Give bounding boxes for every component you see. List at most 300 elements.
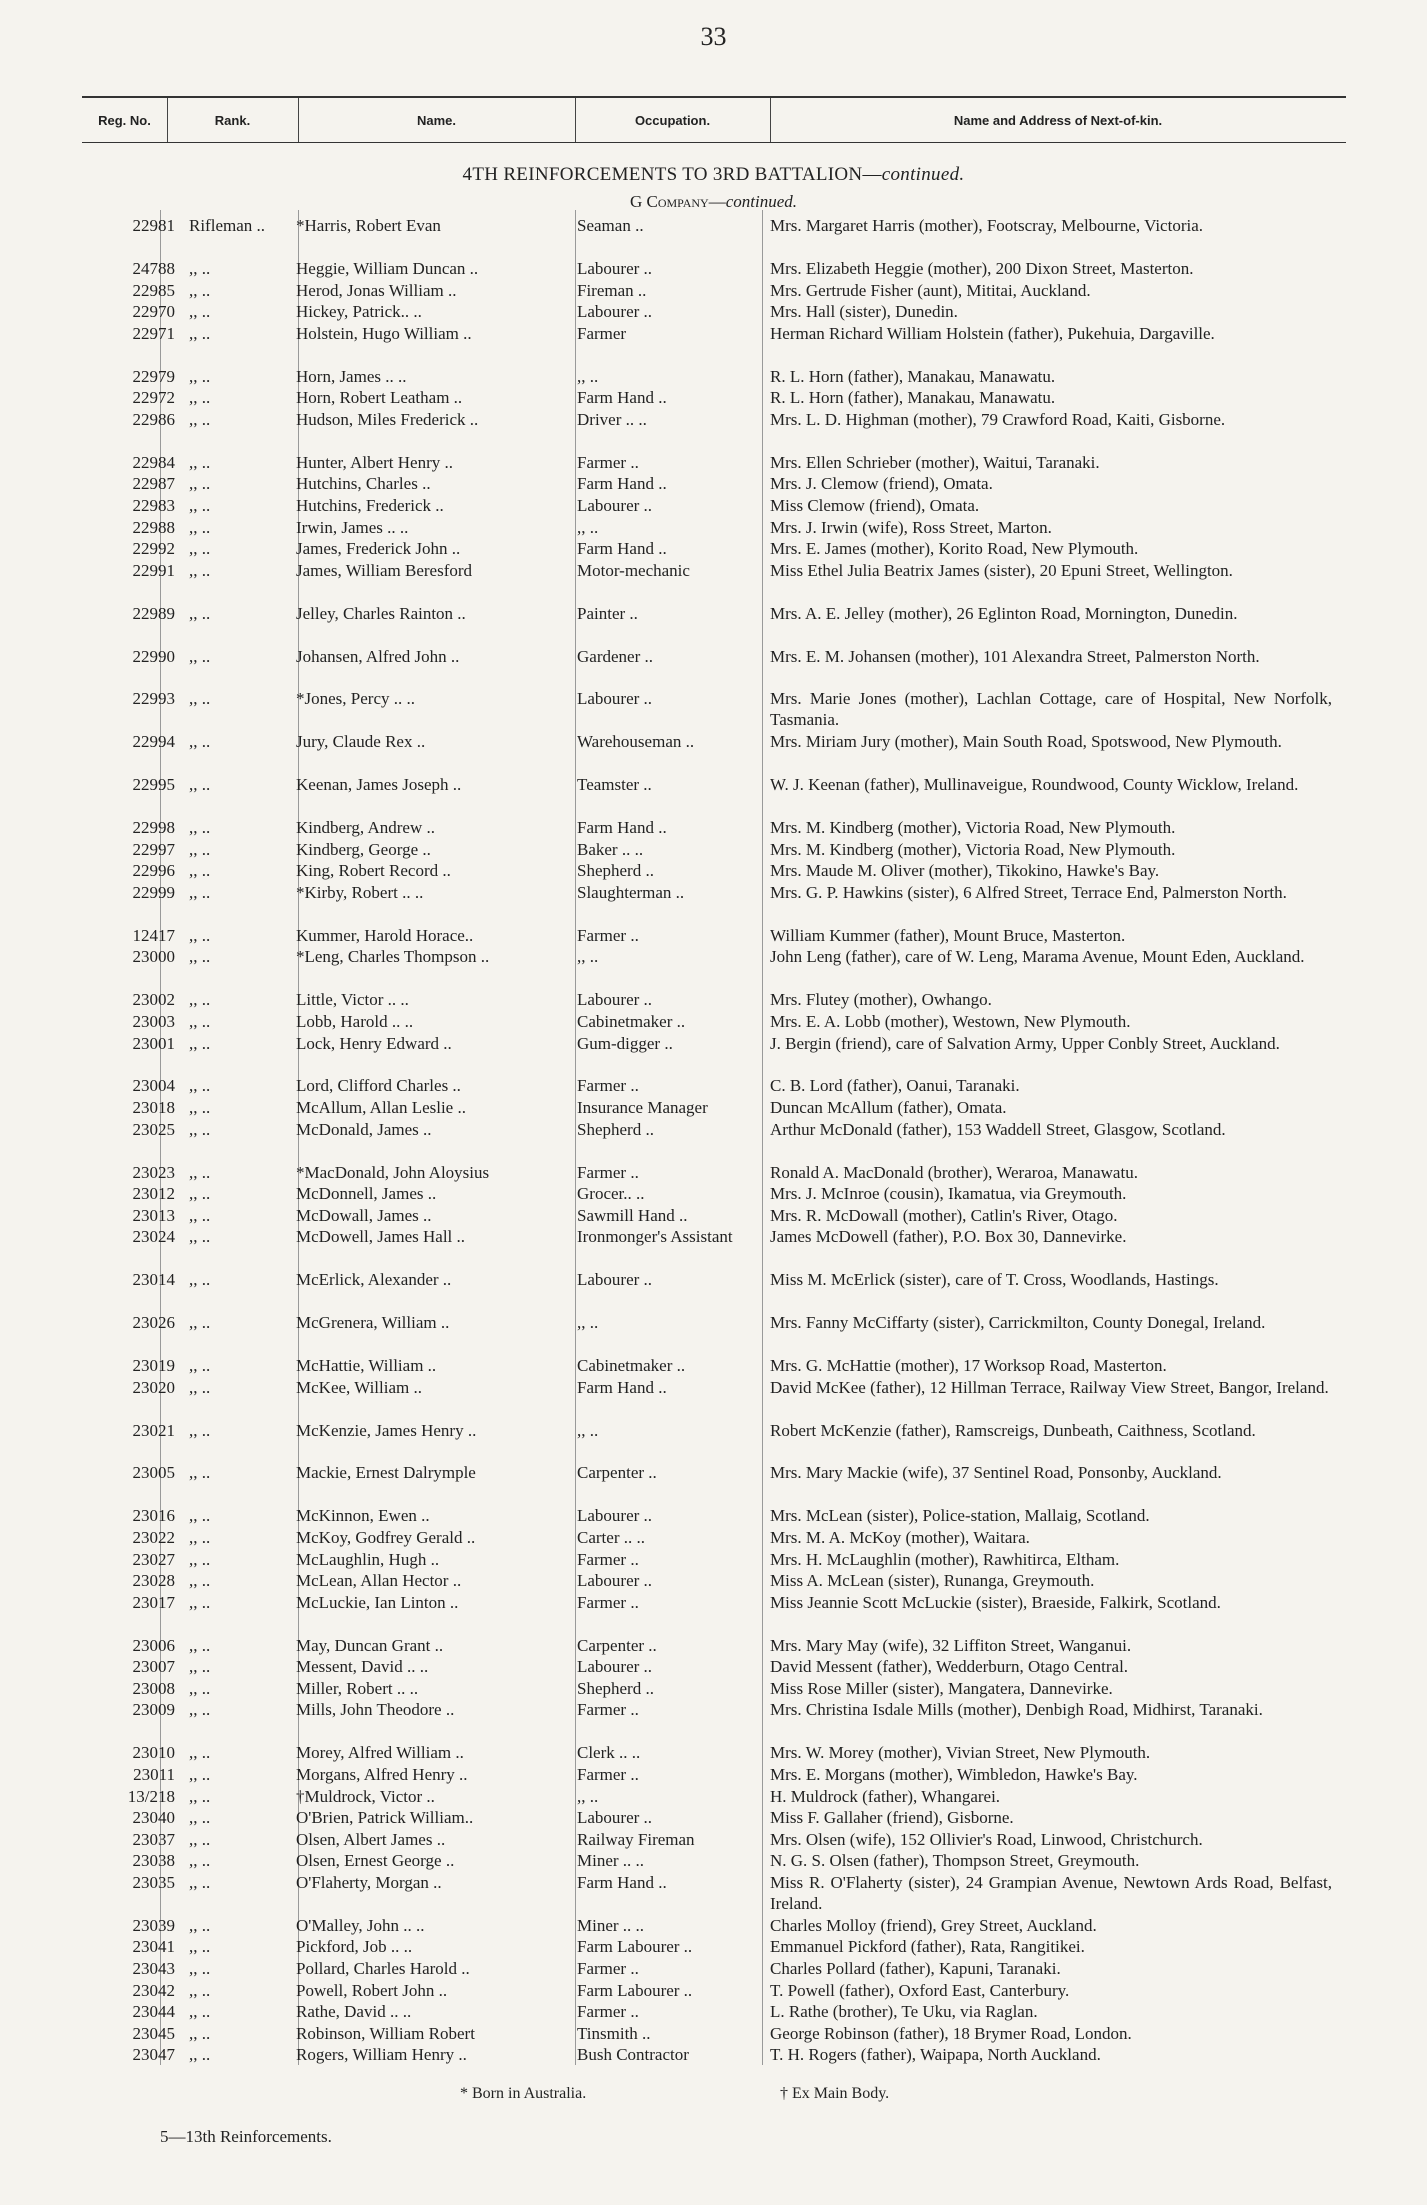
name-cell: King, Robert Record ..	[296, 861, 451, 881]
rank-cell: ,, ..	[189, 1786, 211, 1806]
rank-cell: ,, ..	[189, 1571, 211, 1591]
name-cell: Lock, Henry Edward ..	[296, 1033, 452, 1053]
rank-cell: ,, ..	[189, 1657, 211, 1677]
footnote-born-australia: * Born in Australia.	[460, 2085, 587, 2102]
reg-no-cell: 23037	[132, 1829, 175, 1849]
rank-cell: ,, ..	[189, 1420, 211, 1440]
occupation-cell: Tinsmith ..	[577, 2023, 651, 2043]
occupation-cell: Painter ..	[577, 603, 638, 623]
occupation-cell: Labourer ..	[577, 1270, 653, 1290]
page-number: 33	[700, 22, 727, 51]
next-of-kin-cell: Mrs. M. A. McKoy (mother), Waitara.	[770, 1527, 1030, 1547]
next-of-kin-cell: Ronald A. MacDonald (brother), Weraroa, Manawatu.	[770, 1162, 1138, 1182]
reg-no-cell: 22983	[132, 495, 175, 515]
next-of-kin-cell: Mrs. Gertrude Fisher (aunt), Mititai, Auckland.	[770, 280, 1091, 300]
rank-cell: ,, ..	[189, 1033, 211, 1053]
reg-no-cell: 24788	[132, 258, 175, 278]
next-of-kin-cell: Mrs. E. Morgans (mother), Wimbledon, Hawke's Bay.	[770, 1764, 1138, 1784]
rank-cell: ,, ..	[189, 1937, 211, 1957]
rank-cell: Rifleman ..	[189, 216, 266, 235]
occupation-cell: Motor-mechanic	[577, 560, 690, 580]
rank-cell: ,, ..	[189, 258, 211, 278]
name-cell: McKenzie, James Henry ..	[296, 1420, 477, 1440]
next-of-kin-cell: Mrs. M. Kindberg (mother), Victoria Road, New Plymouth.	[770, 839, 1176, 859]
occupation-cell: Farmer ..	[577, 1700, 639, 1720]
rank-cell: ,, ..	[189, 302, 211, 322]
reg-no-cell: 23010	[132, 1743, 175, 1763]
name-cell: Rogers, William Henry ..	[296, 2045, 467, 2065]
rank-cell: ,, ..	[189, 818, 211, 838]
reg-no-cell: 23023	[132, 1162, 175, 1182]
reg-no-cell: 23017	[132, 1592, 175, 1612]
next-of-kin-cell: Charles Molloy (friend), Grey Street, Auckland.	[770, 1915, 1097, 1935]
rank-cell: ,, ..	[189, 474, 211, 494]
name-cell: †Muldrock, Victor ..	[296, 1786, 435, 1806]
next-of-kin-cell: Mrs. J. Clemow (friend), Omata.	[770, 474, 993, 494]
name-cell: Kindberg, George ..	[296, 839, 431, 859]
reg-no-cell: 22999	[132, 882, 175, 902]
rank-cell: ,, ..	[189, 366, 211, 386]
reg-no-cell: 23009	[132, 1700, 175, 1720]
name-cell: McLuckie, Ian Linton ..	[296, 1592, 459, 1612]
name-cell: McGrenera, William ..	[296, 1313, 450, 1333]
name-cell: Hunter, Albert Henry ..	[296, 452, 454, 472]
section-title-text: 4TH REINFORCEMENTS TO 3RD BATTALION—	[462, 164, 882, 185]
next-of-kin-cell: R. L. Horn (father), Manakau, Manawatu.	[770, 388, 1056, 408]
rank-cell: ,, ..	[189, 1808, 211, 1828]
rank-cell: ,, ..	[189, 1527, 211, 1547]
name-cell: Hickey, Patrick.. ..	[296, 302, 422, 322]
rank-cell: ,, ..	[189, 1011, 211, 1031]
occupation-cell: Cabinetmaker ..	[577, 1011, 686, 1031]
occupation-cell: Fireman ..	[577, 280, 647, 300]
reg-no-cell: 23035	[132, 1872, 175, 1892]
name-cell: McLaughlin, Hugh ..	[296, 1549, 440, 1569]
occupation-cell: Labourer ..	[577, 495, 653, 515]
next-of-kin-cell: Mrs. Miriam Jury (mother), Main South Road, Spotswood, New Plymouth.	[770, 732, 1282, 752]
reg-no-cell: 22997	[132, 839, 175, 859]
occupation-cell: Shepherd ..	[577, 861, 654, 881]
rank-cell: ,, ..	[189, 1635, 211, 1655]
next-of-kin-cell: Mrs. McLean (sister), Police-station, Mallaig, Scotland.	[770, 1506, 1150, 1526]
subsection-title-continued: continued.	[725, 192, 798, 211]
occupation-cell: Labourer ..	[577, 302, 653, 322]
name-cell: Rathe, David .. ..	[296, 2002, 412, 2022]
occupation-cell: Grocer.. ..	[577, 1184, 645, 1204]
reg-no-cell: 23019	[132, 1356, 175, 1375]
next-of-kin-cell: Arthur McDonald (father), 153 Waddell Street, Glasgow, Scotland.	[770, 1119, 1226, 1139]
next-of-kin-cell: Mrs. Mary Mackie (wife), 37 Sentinel Road, Ponsonby, Auckland.	[770, 1463, 1222, 1483]
occupation-cell: Farm Labourer ..	[577, 1980, 693, 2000]
reg-no-cell: 22989	[132, 603, 175, 623]
occupation-cell: Labourer ..	[577, 1657, 653, 1677]
occupation-cell: Railway Fireman	[577, 1829, 695, 1849]
next-of-kin-cell: W. J. Keenan (father), Mullinaveigue, Roundwood, County Wicklow, Ireland.	[770, 775, 1299, 795]
next-of-kin-cell: Mrs. W. Morey (mother), Vivian Street, New Plymouth.	[770, 1743, 1151, 1763]
rank-cell: ,, ..	[189, 1549, 211, 1569]
rank-cell: ,, ..	[189, 1119, 211, 1139]
occupation-cell: Labourer ..	[577, 1506, 653, 1526]
reg-no-cell: 13/218	[127, 1786, 175, 1806]
next-of-kin-cell: Herman Richard William Holstein (father), Pukehuia, Dargaville.	[770, 323, 1215, 343]
next-of-kin-cell: Mrs. R. McDowall (mother), Catlin's River, Otago.	[770, 1205, 1118, 1225]
section-title	[0, 164, 1427, 186]
next-of-kin-cell: Mrs. Olsen (wife), 152 Ollivier's Road, Linwood, Christchurch.	[770, 1829, 1203, 1849]
name-cell: Pollard, Charles Harold ..	[296, 1959, 470, 1978]
occupation-cell: Gardener ..	[577, 646, 653, 666]
name-cell: Johansen, Alfred John ..	[296, 646, 460, 666]
name-cell: Mills, John Theodore ..	[296, 1700, 455, 1720]
rank-cell: ,, ..	[189, 1463, 211, 1483]
occupation-cell: Cabinetmaker ..	[577, 1356, 686, 1375]
reg-no-cell: 23005	[132, 1463, 175, 1483]
occupation-cell: Slaughterman ..	[577, 882, 685, 902]
reg-no-cell: 23027	[132, 1549, 175, 1569]
column-header-name: Name.	[416, 113, 457, 128]
rank-cell: ,, ..	[189, 1872, 211, 1892]
reg-no-cell: 23006	[132, 1635, 175, 1655]
next-of-kin-cell: R. L. Horn (father), Manakau, Manawatu.	[770, 366, 1056, 386]
name-cell: Hudson, Miles Frederick ..	[296, 409, 479, 429]
rank-cell: ,, ..	[189, 388, 211, 408]
next-of-kin-cell: James McDowell (father), P.O. Box 30, Dannevirke.	[770, 1227, 1127, 1247]
next-of-kin-cell: Mrs. G. McHattie (mother), 17 Worksop Road, Masterton.	[770, 1356, 1167, 1375]
next-of-kin-cell: Mrs. Hall (sister), Dunedin.	[770, 302, 958, 322]
next-of-kin-cell: Mrs. Ellen Schrieber (mother), Waitui, Taranaki.	[770, 452, 1100, 472]
occupation-cell: ,, ..	[577, 1420, 599, 1440]
name-cell: James, William Beresford	[296, 560, 473, 580]
name-cell: Pickford, Job .. ..	[296, 1937, 413, 1957]
next-of-kin-cell: Mrs. L. D. Highman (mother), 79 Crawford Road, Kaiti, Gisborne.	[770, 409, 1226, 429]
reg-no-cell: 22987	[132, 474, 175, 494]
reg-no-cell: 23000	[132, 947, 175, 967]
rank-cell: ,, ..	[189, 1700, 211, 1720]
reg-no-cell: 22979	[132, 366, 175, 386]
reg-no-cell: 23011	[133, 1764, 175, 1784]
occupation-cell: Gum-digger ..	[577, 1033, 673, 1053]
occupation-cell: Farm Hand ..	[577, 1872, 667, 1892]
reg-no-cell: 23021	[132, 1420, 175, 1440]
reg-no-cell: 22981	[132, 216, 175, 235]
name-cell: Messent, David .. ..	[296, 1657, 429, 1677]
name-cell: Miller, Robert .. ..	[296, 1678, 419, 1698]
reg-no-cell: 23003	[132, 1011, 175, 1031]
rank-cell: ,, ..	[189, 990, 211, 1010]
reg-no-cell: 22998	[132, 818, 175, 838]
occupation-cell: Insurance Manager	[577, 1098, 708, 1117]
rank-cell: ,, ..	[189, 1205, 211, 1225]
reg-no-cell: 22971	[132, 323, 175, 343]
reg-no-cell: 23013	[132, 1205, 175, 1225]
next-of-kin-cell: Mrs. A. E. Jelley (mother), 26 Eglinton Road, Mornington, Dunedin.	[770, 603, 1238, 623]
occupation-cell: Carpenter ..	[577, 1463, 657, 1483]
name-cell: Keenan, James Joseph ..	[296, 775, 462, 795]
name-cell: *Leng, Charles Thompson ..	[296, 947, 490, 967]
reg-no-cell: 23045	[132, 2023, 175, 2043]
name-cell: O'Brien, Patrick William..	[296, 1808, 474, 1828]
name-cell: McKee, William ..	[296, 1377, 422, 1397]
next-of-kin-cell: Charles Pollard (father), Kapuni, Taranaki.	[770, 1959, 1061, 1978]
occupation-cell: Miner .. ..	[577, 1851, 645, 1871]
rank-cell: ,, ..	[189, 452, 211, 472]
next-of-kin-cell: William Kummer (father), Mount Bruce, Masterton.	[770, 925, 1126, 945]
reg-no-cell: 23041	[132, 1937, 175, 1957]
occupation-cell: Baker .. ..	[577, 839, 644, 859]
reg-no-cell: 23047	[132, 2045, 175, 2065]
occupation-cell: Farmer ..	[577, 452, 639, 472]
reg-no-cell: 12417	[132, 925, 175, 945]
occupation-cell: Carpenter ..	[577, 1635, 657, 1655]
rank-cell: ,, ..	[189, 1377, 211, 1397]
reg-no-cell: 22984	[132, 452, 175, 472]
reg-no-cell: 22990	[132, 646, 175, 666]
column-header-next-of-kin: Name and Address of Next-of-kin.	[953, 113, 1163, 128]
rank-cell: ,, ..	[189, 689, 211, 709]
reg-no-cell: 23025	[132, 1119, 175, 1139]
rank-cell: ,, ..	[189, 560, 211, 580]
occupation-cell: Farmer ..	[577, 1076, 639, 1096]
occupation-cell: Labourer ..	[577, 258, 653, 278]
next-of-kin-cell: Mrs. Flutey (mother), Owhango.	[770, 990, 992, 1010]
occupation-cell: Farmer ..	[577, 1959, 639, 1978]
reg-no-cell: 23002	[132, 990, 175, 1010]
occupation-cell: Farm Labourer ..	[577, 1937, 693, 1957]
rank-cell: ,, ..	[189, 1313, 211, 1333]
name-cell: McKinnon, Ewen ..	[296, 1506, 430, 1526]
name-cell: Horn, James .. ..	[296, 366, 407, 386]
subsection-title-text: G Company—	[629, 192, 726, 211]
name-cell: Morey, Alfred William ..	[296, 1743, 464, 1763]
occupation-cell: Farm Hand ..	[577, 1377, 667, 1397]
name-cell: McDowell, James Hall ..	[296, 1227, 466, 1247]
occupation-cell: Labourer ..	[577, 1808, 653, 1828]
reg-no-cell: 23022	[132, 1527, 175, 1547]
name-cell: O'Malley, John .. ..	[296, 1915, 425, 1935]
name-cell: Jury, Claude Rex ..	[296, 732, 426, 752]
occupation-cell: Farm Hand ..	[577, 539, 667, 559]
next-of-kin-cell: H. Muldrock (father), Whangarei.	[770, 1786, 1001, 1806]
rank-cell: ,, ..	[189, 1980, 211, 2000]
reg-no-cell: 23001	[132, 1033, 175, 1053]
occupation-cell: Farm Hand ..	[577, 474, 667, 494]
name-cell: McKoy, Godfrey Gerald ..	[296, 1527, 476, 1547]
occupation-cell: ,, ..	[577, 947, 599, 967]
rank-cell: ,, ..	[189, 646, 211, 666]
name-cell: Hutchins, Charles ..	[296, 474, 431, 494]
rank-cell: ,, ..	[189, 1506, 211, 1526]
reg-no-cell: 23038	[132, 1851, 175, 1871]
reg-no-cell: 23012	[132, 1184, 175, 1204]
rank-cell: ,, ..	[189, 1851, 211, 1871]
header-bottom-rule	[82, 142, 1346, 143]
rank-cell: ,, ..	[189, 1162, 211, 1182]
next-of-kin-cell: Miss Ethel Julia Beatrix James (sister), 20 Epuni Street, Wellington.	[770, 560, 1233, 580]
occupation-cell: Labourer ..	[577, 990, 653, 1010]
name-cell: Olsen, Albert James ..	[296, 1829, 446, 1849]
reg-no-cell: 23004	[132, 1076, 175, 1096]
next-of-kin-cell: Miss Clemow (friend), Omata.	[770, 495, 980, 515]
occupation-cell: Shepherd ..	[577, 1119, 654, 1139]
reg-no-cell: 22992	[132, 539, 175, 559]
occupation-cell: ,, ..	[577, 1786, 599, 1806]
occupation-cell: Clerk .. ..	[577, 1743, 641, 1763]
name-cell: Olsen, Ernest George ..	[296, 1851, 455, 1871]
reg-no-cell: 23026	[132, 1313, 175, 1333]
next-of-kin-cell: Mrs. Mary May (wife), 32 Liffiton Street, Wanganui.	[770, 1635, 1132, 1655]
next-of-kin-cell: Miss Rose Miller (sister), Mangatera, Dannevirke.	[770, 1678, 1113, 1698]
reg-no-cell: 22991	[132, 560, 175, 580]
occupation-cell: Teamster ..	[577, 775, 652, 795]
rank-cell: ,, ..	[189, 1227, 211, 1247]
rank-cell: ,, ..	[189, 539, 211, 559]
rank-cell: ,, ..	[189, 1356, 211, 1375]
next-of-kin-cell: Mrs. Christina Isdale Mills (mother), Denbigh Road, Midhirst, Taranaki.	[770, 1700, 1263, 1720]
occupation-cell: Farm Hand ..	[577, 818, 667, 838]
rank-cell: ,, ..	[189, 925, 211, 945]
name-cell: McHattie, William ..	[296, 1356, 437, 1375]
occupation-cell: Ironmonger's Assistant	[577, 1227, 733, 1247]
reg-no-cell: 23007	[132, 1657, 175, 1677]
header-top-rule	[82, 96, 1346, 98]
rank-cell: ,, ..	[189, 495, 211, 515]
column-header-occupation: Occupation.	[634, 113, 711, 128]
occupation-cell: Farmer	[577, 323, 627, 343]
next-of-kin-cell: Mrs. Elizabeth Heggie (mother), 200 Dixon Street, Masterton.	[770, 258, 1194, 278]
name-cell: May, Duncan Grant ..	[296, 1635, 444, 1655]
occupation-cell: Shepherd ..	[577, 1678, 654, 1698]
occupation-cell: Labourer ..	[577, 1571, 653, 1591]
reg-no-cell: 23043	[132, 1959, 175, 1978]
occupation-cell: Bush Contractor	[577, 2045, 689, 2065]
name-cell: Heggie, William Duncan ..	[296, 258, 479, 278]
reg-no-cell: 22994	[132, 732, 175, 752]
next-of-kin-cell: David Messent (father), Wedderburn, Otago Central.	[770, 1657, 1129, 1677]
next-of-kin-cell: Mrs. E. A. Lobb (mother), Westown, New Plymouth.	[770, 1011, 1131, 1031]
name-cell: Lord, Clifford Charles ..	[296, 1076, 461, 1096]
occupation-cell: Farmer ..	[577, 2002, 639, 2022]
rank-cell: ,, ..	[189, 775, 211, 795]
footnote-ex-main-body: † Ex Main Body.	[780, 2085, 890, 2102]
rank-cell: ,, ..	[189, 1829, 211, 1849]
occupation-cell: Seaman ..	[577, 216, 644, 235]
rank-cell: ,, ..	[189, 882, 211, 902]
rank-cell: ,, ..	[189, 1184, 211, 1204]
rank-cell: ,, ..	[189, 1678, 211, 1698]
reg-no-cell: 23014	[132, 1270, 175, 1290]
name-cell: McDonnell, James ..	[296, 1184, 437, 1204]
rank-cell: ,, ..	[189, 2045, 211, 2065]
occupation-cell: Farmer ..	[577, 1592, 639, 1612]
reg-no-cell: 23024	[132, 1227, 175, 1247]
column-divider	[575, 98, 576, 142]
reg-no-cell: 23016	[132, 1506, 175, 1526]
rank-cell: ,, ..	[189, 1098, 211, 1117]
name-cell: Morgans, Alfred Henry ..	[296, 1764, 468, 1784]
name-cell: *MacDonald, John Aloysius	[296, 1162, 490, 1182]
name-cell: McAllum, Allan Leslie ..	[296, 1098, 466, 1117]
next-of-kin-cell: L. Rathe (brother), Te Uku, via Raglan.	[770, 2002, 1038, 2022]
reg-no-cell: 22996	[132, 861, 175, 881]
name-cell: James, Frederick John ..	[296, 539, 461, 559]
column-divider	[770, 98, 771, 142]
next-of-kin-cell: Mrs. J. McInroe (cousin), Ikamatua, via Greymouth.	[770, 1184, 1127, 1204]
page-footer: 5—13th Reinforcements.	[160, 2127, 332, 2146]
next-of-kin-cell: Mrs. H. McLaughlin (mother), Rawhitirca, Eltham.	[770, 1549, 1120, 1569]
rank-cell: ,, ..	[189, 1270, 211, 1290]
next-of-kin-cell: T. Powell (father), Oxford East, Canterbury.	[770, 1980, 1070, 2000]
occupation-cell: Carter .. ..	[577, 1527, 645, 1547]
name-cell: Powell, Robert John ..	[296, 1980, 448, 2000]
name-cell: Jelley, Charles Rainton ..	[296, 603, 466, 623]
name-cell: O'Flaherty, Morgan ..	[296, 1872, 442, 1892]
reg-no-cell: 23039	[132, 1915, 175, 1935]
reg-no-cell: 23020	[132, 1377, 175, 1397]
next-of-kin-cell: J. Bergin (friend), care of Salvation Army, Upper Conbly Street, Auckland.	[770, 1033, 1280, 1053]
next-of-kin-cell: David McKee (father), 12 Hillman Terrace, Railway View Street, Bangor, Ireland.	[770, 1377, 1329, 1397]
next-of-kin-cell: Mrs. E. M. Johansen (mother), 101 Alexandra Street, Palmerston North.	[770, 646, 1260, 666]
next-of-kin-cell: Duncan McAllum (father), Omata.	[770, 1098, 1007, 1117]
next-of-kin-cell: Mrs. Maude M. Oliver (mother), Tikokino, Hawke's Bay.	[770, 861, 1160, 881]
occupation-cell: Labourer ..	[577, 689, 653, 709]
column-divider	[575, 210, 576, 2065]
next-of-kin-cell: Miss Jeannie Scott McLuckie (sister), Braeside, Falkirk, Scotland.	[770, 1592, 1221, 1612]
column-divider	[762, 210, 763, 2065]
rank-cell: ,, ..	[189, 1959, 211, 1978]
section-title-continued: continued.	[881, 164, 965, 185]
rank-cell: ,, ..	[189, 1076, 211, 1096]
next-of-kin-cell: Mrs. Fanny McCiffarty (sister), Carrickmilton, County Donegal, Ireland.	[770, 1313, 1266, 1333]
name-cell: McDonald, James ..	[296, 1119, 432, 1139]
next-of-kin-cell: Miss M. McErlick (sister), care of T. Cross, Woodlands, Hastings.	[770, 1270, 1219, 1290]
name-cell: McErlick, Alexander ..	[296, 1270, 452, 1290]
rank-cell: ,, ..	[189, 1592, 211, 1612]
name-cell: Little, Victor .. ..	[296, 990, 409, 1010]
reg-no-cell: 23008	[132, 1678, 175, 1698]
next-of-kin-cell: Mrs. M. Kindberg (mother), Victoria Road, New Plymouth.	[770, 818, 1176, 838]
reg-no-cell: 22988	[132, 517, 175, 537]
occupation-cell: Farmer ..	[577, 1162, 639, 1182]
rank-cell: ,, ..	[189, 1743, 211, 1763]
reg-no-cell: 23042	[132, 1980, 175, 2000]
name-cell: *Harris, Robert Evan	[296, 216, 441, 235]
rank-cell: ,, ..	[189, 2002, 211, 2022]
reg-no-cell: 22995	[132, 775, 175, 795]
reg-no-cell: 22972	[132, 388, 175, 408]
column-header-rank: Rank.	[214, 113, 251, 128]
rank-cell: ,, ..	[189, 280, 211, 300]
reg-no-cell: 22993	[132, 689, 175, 709]
name-cell: Hutchins, Frederick ..	[296, 495, 444, 515]
name-cell: *Jones, Percy .. ..	[296, 689, 415, 709]
next-of-kin-cell: Emmanuel Pickford (father), Rata, Rangitikei.	[770, 1937, 1085, 1957]
occupation-cell: Sawmill Hand ..	[577, 1205, 688, 1225]
name-cell: Kummer, Harold Horace..	[296, 925, 474, 945]
next-of-kin-cell: Mrs. J. Irwin (wife), Ross Street, Marton.	[770, 517, 1052, 537]
next-of-kin-cell: C. B. Lord (father), Oanui, Taranaki.	[770, 1076, 1020, 1096]
name-cell: Kindberg, Andrew ..	[296, 818, 435, 838]
next-of-kin-cell: N. G. S. Olsen (father), Thompson Street, Greymouth.	[770, 1851, 1140, 1871]
column-divider	[298, 98, 299, 142]
rank-cell: ,, ..	[189, 517, 211, 537]
rank-cell: ,, ..	[189, 409, 211, 429]
occupation-cell: Driver .. ..	[577, 409, 647, 429]
occupation-cell: Farmer ..	[577, 1764, 639, 1784]
column-divider	[167, 98, 168, 142]
name-cell: McDowall, James ..	[296, 1205, 432, 1225]
occupation-cell: Farm Hand ..	[577, 388, 667, 408]
next-of-kin-cell: Miss R. O'Flaherty (sister), 24 Grampian Avenue, Newtown Ards Road, Belfast, Ireland.	[770, 1872, 1332, 1913]
occupation-cell: ,, ..	[577, 517, 599, 537]
